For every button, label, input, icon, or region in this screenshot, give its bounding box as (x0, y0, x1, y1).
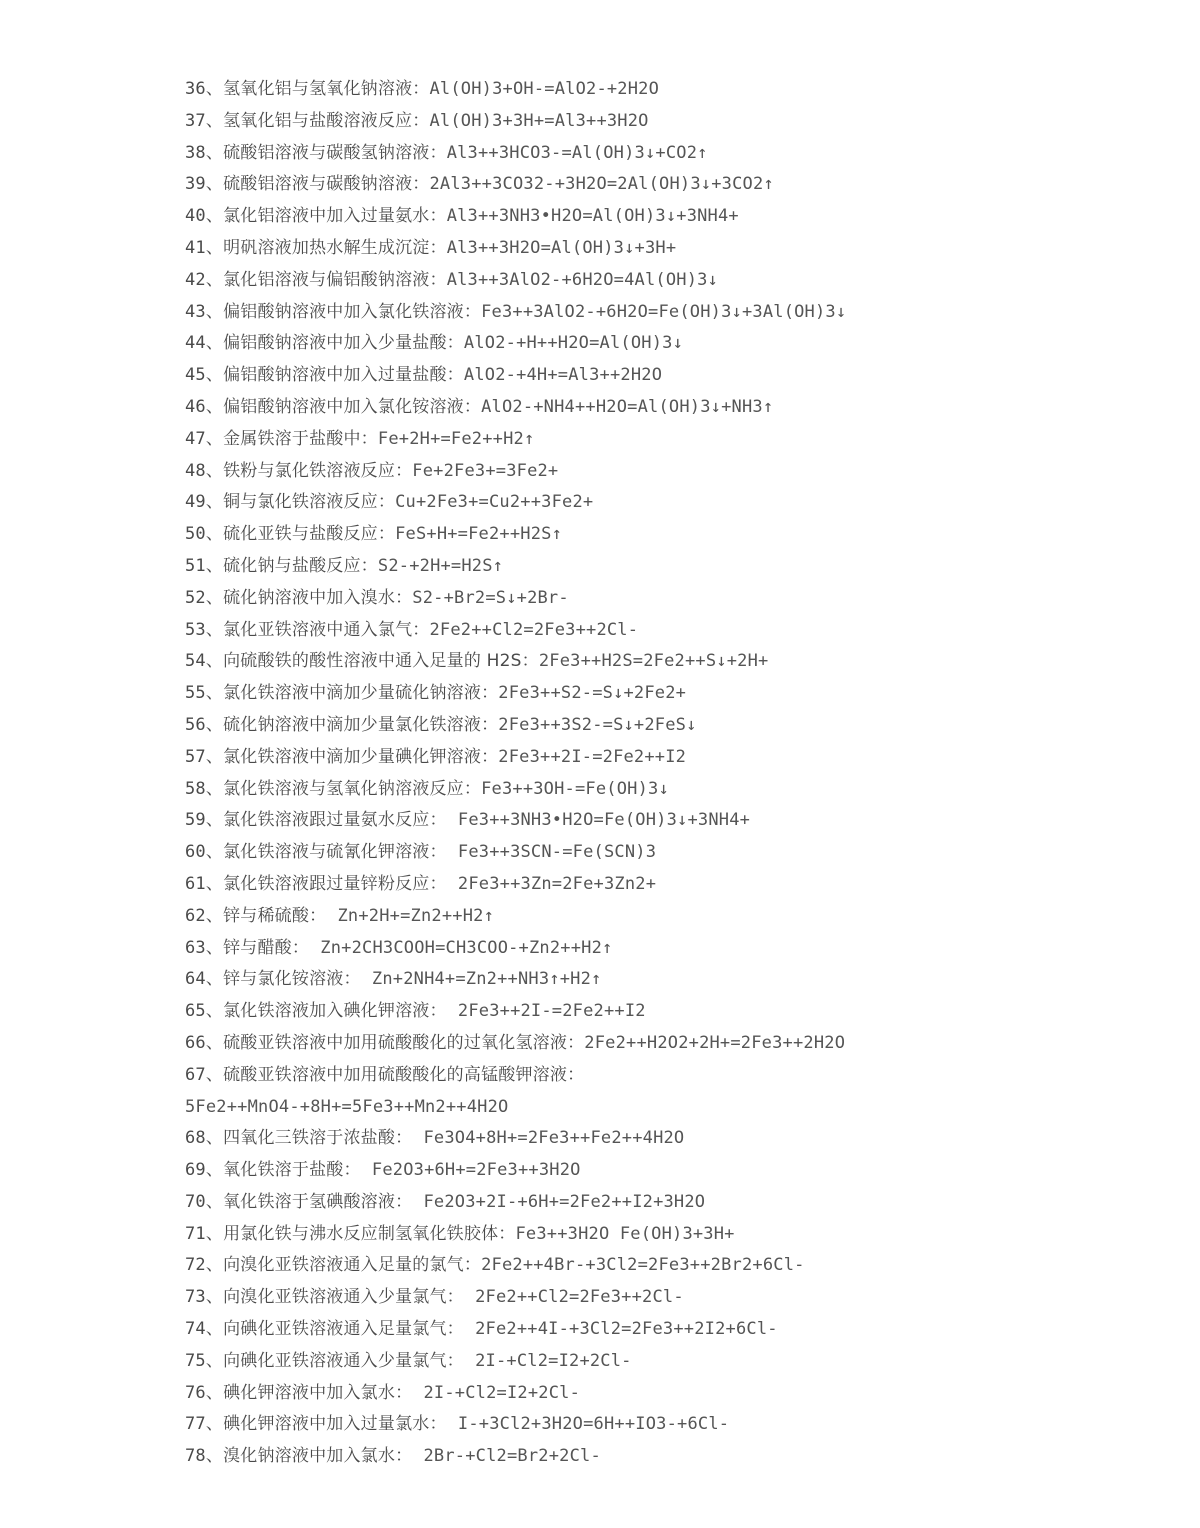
ionic-equation: 2Fe2++Cl2=2Fe3++2Cl- (429, 619, 639, 640)
ionic-equation: 2Fe3++2I-=2Fe2++I2 (457, 1001, 646, 1022)
equation-line (185, 1060, 1165, 1092)
equation-line (185, 551, 1165, 583)
reaction-description: 硫化钠溶液中滴加少量氯化铁溶液： (223, 714, 499, 735)
item-number: 77、 (185, 1414, 224, 1435)
equation-line (185, 424, 1165, 456)
equation-line (185, 710, 1165, 742)
ionic-equation: Fe3++3NH3•H2O=Fe(OH)3↓+3NH4+ (457, 810, 751, 831)
item-number: 50、 (185, 524, 224, 545)
equation-line (185, 901, 1165, 933)
reaction-description: 氯化铁溶液跟过量氨水反应： (223, 810, 458, 831)
equation-line (185, 265, 1165, 297)
item-number: 49、 (185, 492, 224, 513)
reaction-description: 氯化铁溶液中滴加少量硫化钠溶液： (223, 683, 499, 704)
ionic-equation: AlO2-+NH4++H2O=Al(OH)3↓+NH3↑ (481, 396, 774, 417)
reaction-description: 氯化铁溶液与硫氰化钾溶液： (223, 842, 458, 863)
equation-line (185, 169, 1165, 201)
reaction-description: 偏铝酸钠溶液中加入少量盐酸： (223, 333, 464, 354)
item-number: 44、 (185, 333, 224, 354)
equation-line (185, 74, 1165, 106)
equation-line (185, 869, 1165, 901)
ionic-equation: 2Fe2++4Br-+3Cl2=2Fe3++2Br2+6Cl- (481, 1255, 805, 1276)
equation-line (185, 1282, 1165, 1314)
ionic-equation: Al3++3HCO3-=Al(OH)3↓+CO2↑ (446, 142, 708, 163)
equation-line (185, 519, 1165, 551)
equation-line (185, 678, 1165, 710)
item-number: 54、 (185, 651, 224, 672)
ionic-equation: Al(OH)3+OH-=AlO2-+2H2O (429, 79, 660, 99)
item-number: 36、 (185, 79, 224, 99)
reaction-description: 氯化亚铁溶液中通入氯气： (223, 619, 430, 640)
item-number: 48、 (185, 460, 224, 481)
equation-line (185, 1187, 1165, 1219)
reaction-description: 氧化铁溶于氢碘酸溶液： (223, 1191, 424, 1212)
item-number: 41、 (185, 237, 224, 258)
ionic-equation: 2Fe3++H2S=2Fe2++S↓+2H+ (538, 651, 769, 672)
ionic-equation: I-+3Cl2+3H2O=6H++IO3-+6Cl- (457, 1414, 730, 1435)
reaction-description: 硫酸亚铁溶液中加用硫酸酸化的高锰酸钾溶液： (223, 1064, 585, 1085)
item-number: 38、 (185, 142, 224, 163)
item-number: 42、 (185, 269, 224, 290)
equation-line (185, 1250, 1165, 1282)
ionic-equation: Fe3++3OH-=Fe(OH)3↓ (481, 778, 669, 799)
equation-line (185, 233, 1165, 265)
item-number: 65、 (185, 1001, 224, 1022)
item-number: 56、 (185, 714, 224, 735)
reaction-description: 锌与稀硫酸： (223, 905, 338, 926)
reaction-description: 铜与氯化铁溶液反应： (223, 492, 396, 513)
reaction-description: 硫化钠与盐酸反应： (223, 555, 378, 576)
ionic-equation: Zn+2CH3COOH=CH3COO-+Zn2++H2↑ (320, 937, 613, 958)
item-number: 70、 (185, 1191, 224, 1212)
ionic-equation: Al3++3H2O=Al(OH)3↓+3H+ (446, 237, 677, 258)
reaction-description: 铁粉与氯化铁溶液反应： (223, 460, 413, 481)
reaction-description: 硫酸铝溶液与碳酸钠溶液： (223, 174, 430, 195)
equation-line (185, 1028, 1165, 1060)
ionic-equation: Fe+2Fe3+=3Fe2+ (412, 460, 559, 481)
equation-line (185, 1378, 1165, 1410)
reaction-description: 四氧化三铁溶于浓盐酸： (223, 1128, 424, 1149)
equation-line (185, 1219, 1165, 1251)
item-number: 57、 (185, 746, 224, 767)
reaction-description: 向碘化亚铁溶液通入少量氯气： (223, 1350, 476, 1371)
reaction-description: 用氯化铁与沸水反应制氢氧化铁胶体： (223, 1223, 516, 1244)
item-number: 61、 (185, 873, 224, 894)
item-number: 52、 (185, 587, 224, 608)
item-number: 59、 (185, 810, 224, 831)
reaction-description: 氢氧化铝与氢氧化钠溶液： (223, 79, 430, 99)
ionic-equation: 2Fe2++Cl2=2Fe3++2Cl- (475, 1287, 684, 1308)
equation-line (185, 1346, 1165, 1378)
equation-line (185, 646, 1165, 678)
ionic-equation: Zn+2NH4+=Zn2++NH3↑+H2↑ (371, 969, 602, 990)
reaction-description: 氯化铁溶液跟过量锌粉反应： (223, 873, 458, 894)
item-number: 43、 (185, 301, 224, 322)
reaction-description: 向溴化亚铁溶液通入少量氯气： (223, 1287, 476, 1308)
ionic-equation: Fe3++3H2O Fe(OH)3+3H+ (515, 1223, 735, 1244)
ionic-equation: Fe2O3+2I-+6H+=2Fe2++I2+3H2O (423, 1191, 706, 1212)
equation-line (185, 1409, 1165, 1441)
item-number: 63、 (185, 937, 224, 958)
item-number: 73、 (185, 1287, 224, 1308)
item-number: 37、 (185, 110, 224, 131)
item-number: 68、 (185, 1128, 224, 1149)
ionic-equation: 2Al3++3CO32-+3H2O=2Al(OH)3↓+3CO2↑ (429, 174, 774, 195)
reaction-description: 氢氧化铝与盐酸溶液反应： (223, 110, 430, 131)
equation-line (185, 487, 1165, 519)
item-number: 39、 (185, 174, 224, 195)
equation-line (185, 1314, 1165, 1346)
ionic-equation: 2Fe3++S2-=S↓+2Fe2+ (498, 683, 687, 704)
reaction-description: 碘化钾溶液中加入过量氯水： (223, 1414, 458, 1435)
item-number: 58、 (185, 778, 224, 799)
equation-line (185, 1155, 1165, 1187)
ionic-equation: Al(OH)3+3H+=Al3++3H2O (429, 110, 649, 131)
reaction-description: 硫酸铝溶液与碳酸氢钠溶液： (223, 142, 447, 163)
reaction-description: 氯化铝溶液中加入过量氨水： (223, 206, 447, 227)
ionic-equation: Fe3O4+8H+=2Fe3++Fe2++4H2O (423, 1128, 685, 1149)
item-number: 62、 (185, 905, 224, 926)
ionic-equation: 2Fe3++3Zn=2Fe+3Zn2+ (457, 873, 657, 894)
equation-line (185, 837, 1165, 869)
item-number: 75、 (185, 1350, 224, 1371)
reaction-description: 明矾溶液加热水解生成沉淀： (223, 237, 447, 258)
item-number: 78、 (185, 1446, 224, 1467)
ionic-equation: S2-+2H+=H2S↑ (377, 555, 504, 576)
item-number: 69、 (185, 1160, 224, 1181)
equation-line (185, 964, 1165, 996)
reaction-description: 氯化铁溶液与氢氧化钠溶液反应： (223, 778, 482, 799)
reaction-description: 向硫酸铁的酸性溶液中通入足量的 H2S： (223, 651, 539, 672)
ionic-equation: 2Fe3++3S2-=S↓+2FeS↓ (498, 714, 697, 735)
equation-line (185, 138, 1165, 170)
item-number: 47、 (185, 428, 224, 449)
equation-line (185, 297, 1165, 329)
reaction-description: 向溴化亚铁溶液通入足量的氯气： (223, 1255, 482, 1276)
reaction-description: 偏铝酸钠溶液中加入氯化铁溶液： (223, 301, 482, 322)
reaction-description: 氯化铁溶液加入碘化钾溶液： (223, 1001, 458, 1022)
reaction-description: 金属铁溶于盐酸中： (223, 428, 378, 449)
reaction-description: 氧化铁溶于盐酸： (223, 1160, 372, 1181)
equation-line (185, 106, 1165, 138)
ionic-equation: Zn+2H+=Zn2++H2↑ (337, 905, 495, 926)
equation-line (185, 774, 1165, 806)
item-number: 53、 (185, 619, 224, 640)
ionic-equation: AlO2-+H++H2O=Al(OH)3↓ (463, 333, 684, 354)
ionic-equation: FeS+H+=Fe2++H2S↑ (395, 524, 563, 545)
equation-line (185, 805, 1165, 837)
item-number: 46、 (185, 396, 224, 417)
equation-line (185, 201, 1165, 233)
ionic-equation: Cu+2Fe3+=Cu2++3Fe2+ (395, 492, 594, 513)
reaction-description: 硫化亚铁与盐酸反应： (223, 524, 396, 545)
equation-line (185, 615, 1165, 647)
reaction-description: 溴化钠溶液中加入氯水： (223, 1446, 424, 1467)
ionic-equation: 2I-+Cl2=I2+2Cl- (475, 1350, 632, 1371)
item-number: 74、 (185, 1319, 224, 1340)
ionic-equation: AlO2-+4H+=Al3++2H2O (463, 365, 663, 386)
ionic-equation: Fe2O3+6H+=2Fe3++3H2O (371, 1160, 581, 1181)
equation-line (185, 996, 1165, 1028)
item-number: 40、 (185, 206, 224, 227)
reaction-description: 碘化钾溶液中加入氯水： (223, 1382, 424, 1403)
ionic-equation: 2Fe2++4I-+3Cl2=2Fe3++2I2+6Cl- (475, 1319, 778, 1340)
reaction-description: 偏铝酸钠溶液中加入氯化铵溶液： (223, 396, 482, 417)
item-number: 51、 (185, 555, 224, 576)
ionic-equation: Fe3++3SCN-=Fe(SCN)3 (457, 842, 657, 863)
item-number: 67、 (185, 1064, 224, 1085)
item-number: 72、 (185, 1255, 224, 1276)
ionic-equation: 2Fe3++2I-=2Fe2++I2 (498, 746, 687, 767)
reaction-description: 锌与醋酸： (223, 937, 321, 958)
equation-line (185, 742, 1165, 774)
equation-line (185, 360, 1165, 392)
reaction-description: 偏铝酸钠溶液中加入过量盐酸： (223, 365, 464, 386)
reaction-description: 向碘化亚铁溶液通入足量氯气： (223, 1319, 476, 1340)
ionic-equation: Al3++3AlO2-+6H2O=4Al(OH)3↓ (446, 269, 718, 290)
ionic-equation: 2I-+Cl2=I2+2Cl- (423, 1382, 581, 1403)
item-number: 66、 (185, 1032, 224, 1053)
equation-line (185, 392, 1165, 424)
reaction-description: 氯化铁溶液中滴加少量碘化钾溶液： (223, 746, 499, 767)
reaction-description: 硫化钠溶液中加入溴水： (223, 587, 413, 608)
equation-list (185, 74, 1165, 1473)
item-number: 45、 (185, 365, 224, 386)
ionic-equation: 5Fe2++MnO4-+8H+=5Fe3++Mn2++4H2O (185, 1096, 509, 1117)
equation-line (185, 583, 1165, 615)
reaction-description: 硫酸亚铁溶液中加用硫酸酸化的过氧化氢溶液： (223, 1032, 585, 1053)
item-number: 71、 (185, 1223, 224, 1244)
equation-line (185, 456, 1165, 488)
ionic-equation: Fe+2H+=Fe2++H2↑ (377, 428, 535, 449)
equation-line (185, 1441, 1165, 1473)
reaction-description: 氯化铝溶液与偏铝酸钠溶液： (223, 269, 447, 290)
reaction-description: 锌与氯化铵溶液： (223, 969, 372, 990)
equation-line (185, 328, 1165, 360)
ionic-equation: 2Fe2++H2O2+2H+=2Fe3++2H2O (584, 1032, 846, 1053)
item-number: 60、 (185, 842, 224, 863)
item-number: 64、 (185, 969, 224, 990)
item-number: 76、 (185, 1382, 224, 1403)
equation-line-continuation (185, 1092, 1165, 1124)
ionic-equation: 2Br-+Cl2=Br2+2Cl- (423, 1446, 601, 1467)
ionic-equation: Fe3++3AlO2-+6H2O=Fe(OH)3↓+3Al(OH)3↓ (481, 301, 847, 322)
item-number: 55、 (185, 683, 224, 704)
equation-line (185, 933, 1165, 965)
ionic-equation: Al3++3NH3•H2O=Al(OH)3↓+3NH4+ (446, 206, 739, 227)
ionic-equation: S2-+Br2=S↓+2Br- (412, 587, 569, 608)
equation-line (185, 1123, 1165, 1155)
